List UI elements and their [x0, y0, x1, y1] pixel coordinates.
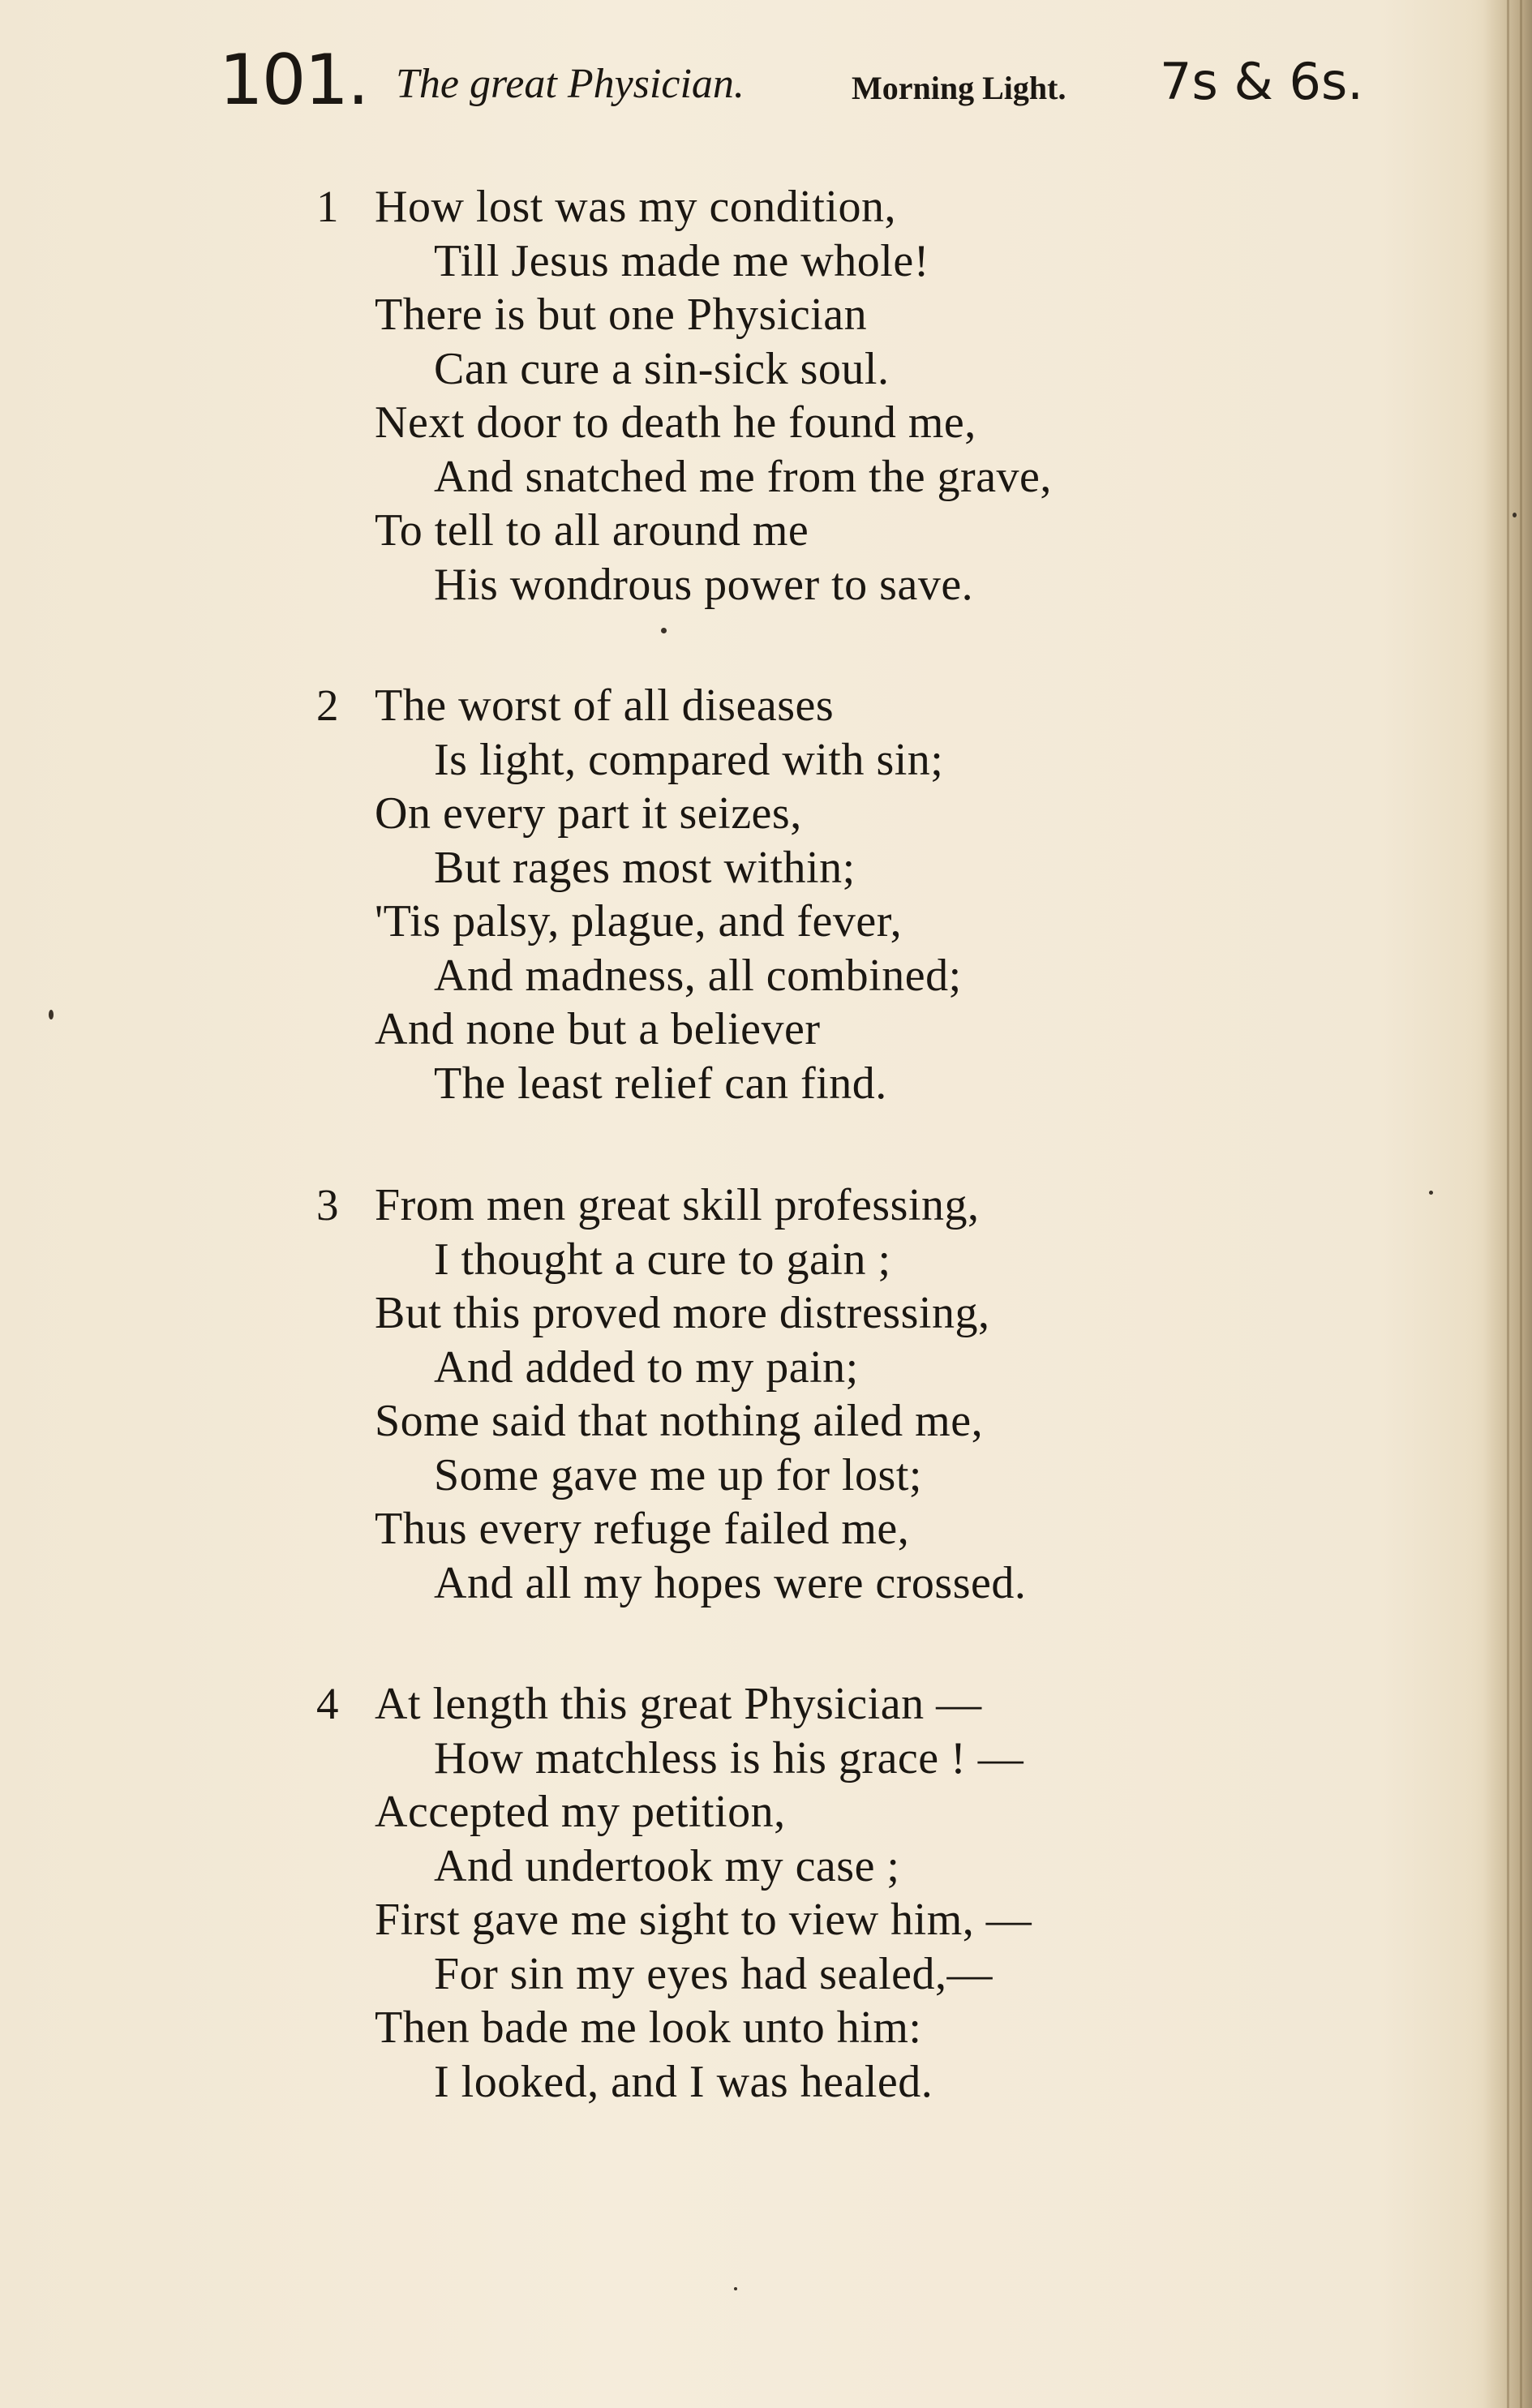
verse-line: Next door to death he found me, [375, 397, 976, 448]
verse-line: 'Tis palsy, plague, and fever, [375, 896, 903, 946]
verse-line: Accepted my petition, [375, 1787, 786, 1837]
verse-line: The worst of all diseases [375, 680, 835, 731]
verse-line: But this proved more distressing, [375, 1288, 990, 1338]
verse-line: And all my hopes were crossed. [434, 1557, 1027, 1608]
stanza-number: 4 [316, 1679, 339, 1728]
ink-speck [734, 2287, 737, 2290]
page-edge-line [1520, 0, 1522, 2408]
ink-speck [49, 1010, 54, 1019]
verse-line: His wondrous power to save. [434, 559, 974, 610]
ink-speck [661, 628, 667, 633]
verse-line: Some said that nothing ailed me, [375, 1396, 984, 1446]
verse-line: But rages most within; [434, 842, 856, 893]
verse-line: To tell to all around me [375, 505, 809, 556]
hymn-title: The great Physician. [396, 61, 745, 107]
tune-name: Morning Light. [852, 70, 1066, 106]
verse-line: Some gave me up for lost; [434, 1449, 922, 1500]
stanza [316, 1178, 1306, 1610]
stanza [316, 180, 1306, 612]
verse-line: The least relief can find. [434, 1058, 887, 1109]
verse-line: On every part it seizes, [375, 788, 802, 839]
verse-line: Then bade me look unto him: [375, 2002, 922, 2053]
verse-line: And snatched me from the grave, [434, 451, 1052, 502]
stanza-number: 1 [316, 182, 339, 231]
hymn-header [219, 40, 1371, 143]
verse-line: For sin my eyes had sealed,— [434, 1948, 993, 1999]
hymn-number: 101. [219, 40, 368, 121]
verse-line: There is but one Physician [375, 290, 868, 340]
verse-line: And added to my pain; [434, 1341, 859, 1393]
verse-line: At length this great Physician — [375, 1679, 982, 1729]
verse-line: First gave me sight to view him, — [375, 1895, 1032, 1945]
verse-line: I thought a cure to gain ; [434, 1234, 891, 1285]
verse-line: How matchless is his grace ! — [434, 1732, 1024, 1783]
verse-line: From men great skill professing, [375, 1180, 980, 1230]
stanza-number: 3 [316, 1180, 339, 1230]
verse-line: Thus every refuge failed me, [375, 1504, 910, 1554]
stanza [316, 679, 1306, 1110]
verse-line: Till Jesus made me whole! [434, 235, 929, 286]
page-edge-line [1507, 0, 1509, 2408]
verse-line: And none but a believer [375, 1004, 821, 1054]
verse-line: And madness, all combined; [434, 950, 962, 1001]
verse-line: Can cure a sin-sick soul. [434, 343, 890, 394]
verse-line: How lost was my condition, [375, 182, 896, 232]
ink-speck [1513, 513, 1517, 517]
verse-line: I looked, and I was healed. [434, 2056, 933, 2107]
verse-line: And undertook my case ; [434, 1840, 900, 1891]
stanza-number: 2 [316, 680, 339, 730]
verse-line: Is light, compared with sin; [434, 734, 944, 785]
ink-speck [1429, 1191, 1433, 1195]
stanza [316, 1677, 1306, 2109]
meter: 7s & 6s. [1160, 52, 1363, 111]
